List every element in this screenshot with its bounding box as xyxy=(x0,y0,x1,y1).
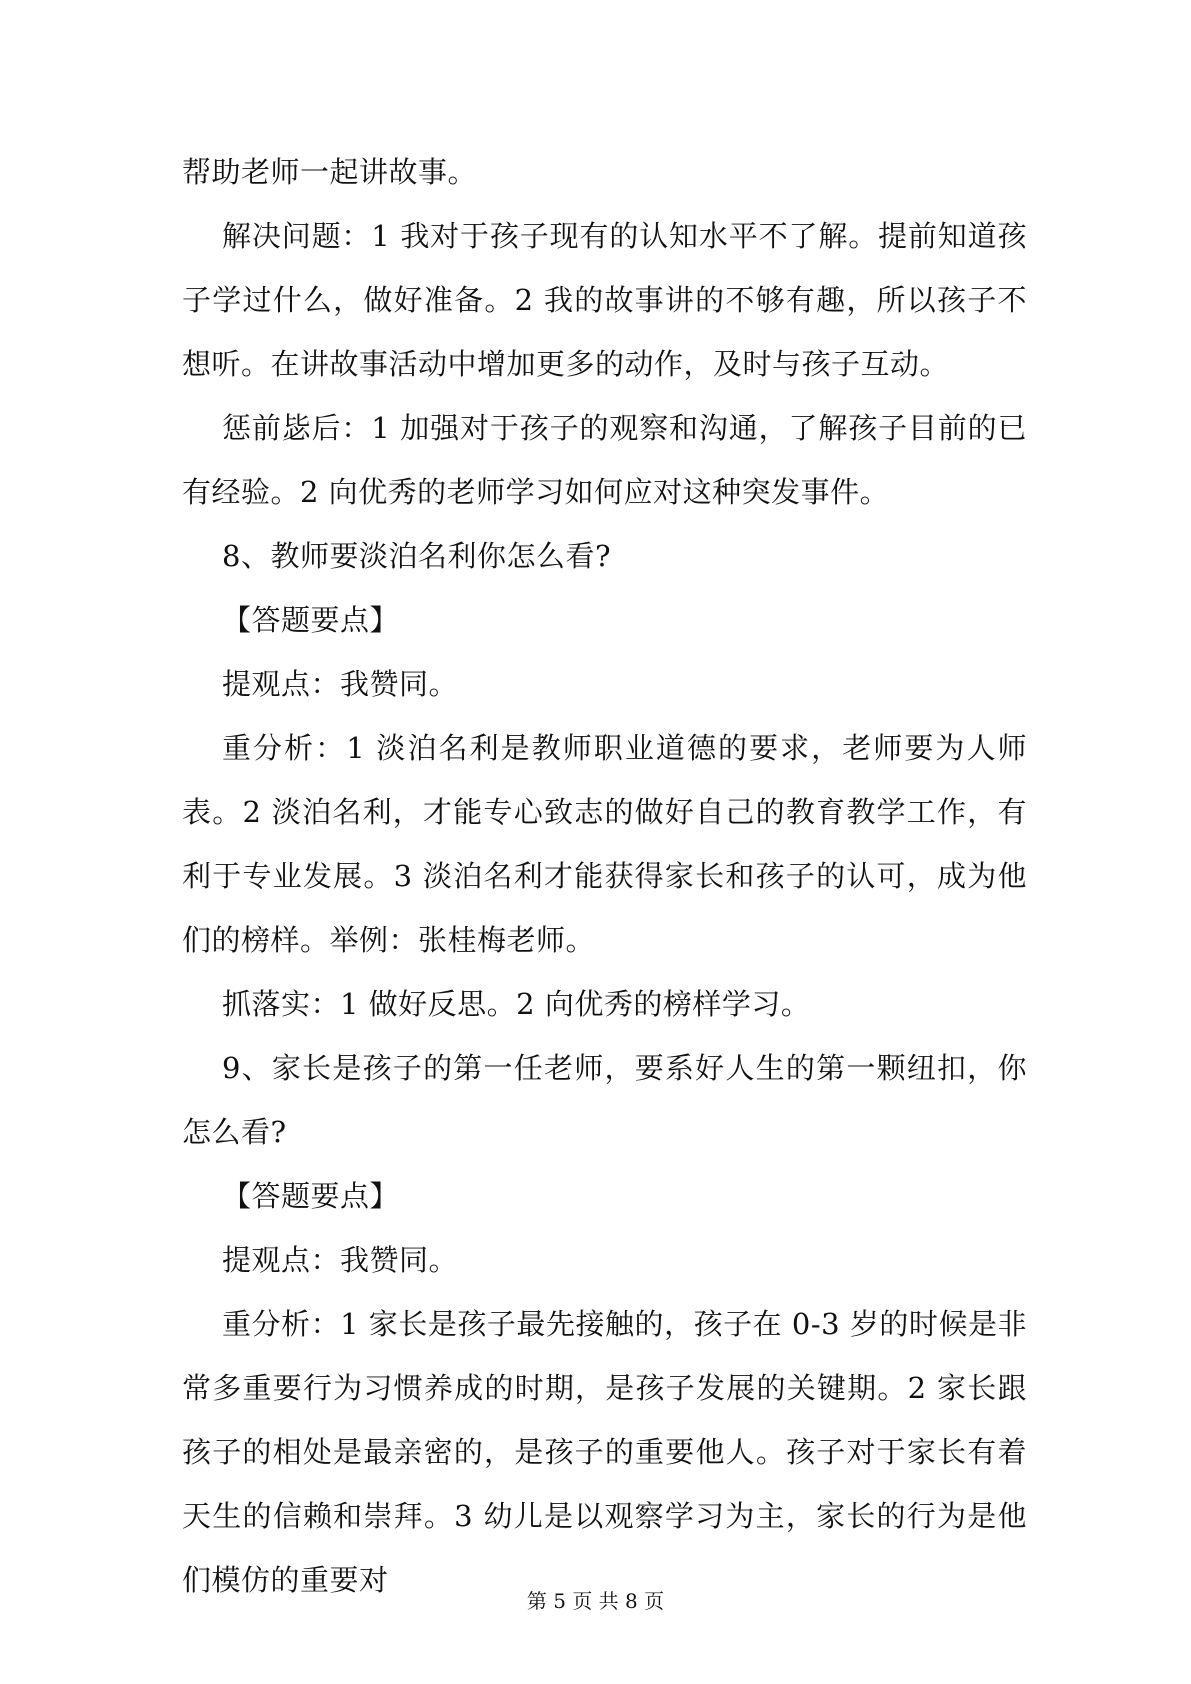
answer-key-points-label: 【答题要点】 xyxy=(222,1179,400,1213)
document-body xyxy=(182,140,1027,1612)
paragraph-viewpoint: 提观点：我赞同。 xyxy=(222,1243,459,1277)
page-number-footer: 第 5 页 共 8 页 xyxy=(526,1589,665,1613)
paragraph-prevent-future: 惩前毖后：1 加强对于孩子的观察和沟通，了解孩子目前的已有经验。2 向优秀的老师学习如何应对这种突发事件。 xyxy=(182,411,1027,509)
question-8-heading: 8、教师要淡泊名利你怎么看? xyxy=(222,539,611,573)
question-9-heading: 9、家长是孩子的第一任老师，要系好人生的第一颗纽扣，你怎么看? xyxy=(182,1051,1027,1149)
answer-key-points-label: 【答题要点】 xyxy=(222,603,400,637)
paragraph-continuation: 帮助老师一起讲故事。 xyxy=(182,155,478,189)
paragraph-viewpoint: 提观点：我赞同。 xyxy=(222,667,459,701)
paragraph-analysis: 重分析：1 淡泊名利是教师职业道德的要求，老师要为人师表。2 淡泊名利，才能专心致志的做好自己的教育教学工作，有利于专业发展。3 淡泊名利才能获得家长和孩子的认可，成为他们的榜样。举例：张桂梅老师。 xyxy=(182,731,1027,957)
paragraph-solve-problem: 解决问题：1 我对于孩子现有的认知水平不了解。提前知道孩子学过什么，做好准备。2 我的故事讲的不够有趣，所以孩子不想听。在讲故事活动中增加更多的动作，及时与孩子互动。 xyxy=(182,219,1027,381)
paragraph-implementation: 抓落实：1 做好反思。2 向优秀的榜样学习。 xyxy=(222,987,811,1021)
paragraph-analysis: 重分析：1 家长是孩子最先接触的，孩子在 0-3 岁的时候是非常多重要行为习惯养成的时期，是孩子发展的关键期。2 家长跟孩子的相处是最亲密的，是孩子的重要他人。孩子对于家长有着天生的信赖和崇拜。3 幼儿是以观察学习为主，家长的行为是他们模仿的重要对 xyxy=(182,1307,1027,1597)
